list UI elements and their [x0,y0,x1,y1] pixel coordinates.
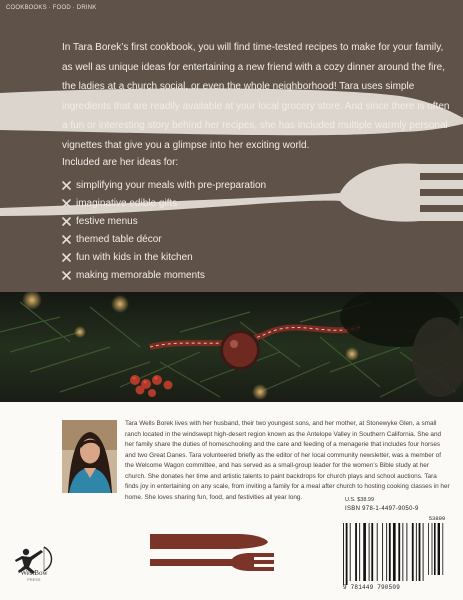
barcode-bar [346,523,348,585]
barcode-bar [386,523,387,581]
barcode-addon: 53899 [428,515,446,522]
barcode-bar [416,523,417,581]
book-description: In Tara Borek’s first cookbook, you will find time-tested recipes to make for your family, as well as unique ideas for entertaining a new friend with a cozy dinner around the fire, the ladies at a church social, or even the whole neighborhood! Tara uses simple ingredients that are readily available at your local grocery store. And since there is often a fun or interesting story behind her recipes, she has included multiple warmly personal vignettes that give you a glimpse into her exciting world. [62,42,450,151]
ideas-list [62,176,266,284]
barcode-bar [398,523,400,581]
barcode-bar [412,523,414,581]
isbn-label: ISBN 978-1-4497-9050-9 [345,506,419,512]
knife-shape [150,534,268,549]
ideas-intro: Included are her ideas for: [62,157,179,168]
idea-text: simplifying your meals with pre-preparation [76,179,267,191]
barcode-bar [393,523,396,581]
crossed-fork-knife-icon [62,181,71,190]
list-item [62,194,266,212]
barcode-bar [423,523,424,581]
category-label: COOKBOOKS · FOOD · DRINK [6,5,97,11]
idea-text: imaginative edible gifts [76,197,178,209]
barcode-addon-bar [434,523,436,575]
knife-fork-motif [150,528,310,574]
author-photo [62,420,117,493]
crossed-fork-knife-icon [62,271,71,280]
barcode-bar [363,523,366,581]
publisher-tagline: PRESS [27,578,41,582]
author-bio: Tara Wells Borek lives with her husband, their two youngest sons, and her mother, at Stonewyke Glen, a small ranch located in the windswept high-desert region known as the Antelope Valley in Southern California. She and her family share the duties of homeschooling and the care and feeding of a menagerie that includes four horses and two Great Danes. Tara volunteered briefly as the editor of her local community newsletter, was a member of the Welcome Wagon committee, and has served as a small-group leader for the women’s Bible study at her church. She donates her time and artistic talents to paint backdrops for church plays and school auctions. Tara finds joy in entertaining on any scale, from inviting a family for a meal after church to hosting cooking classes in her home. She loves sharing fun, food, and festivities all year long. [125,420,450,501]
barcode-addon-bar [442,523,443,575]
barcode-bar [359,523,360,581]
price-label: U.S. $38.99 [345,497,375,503]
list-item [62,176,266,194]
barcode-bar [406,523,407,581]
list-item [62,266,266,284]
list-item [62,230,266,248]
isbn-barcode [340,513,450,591]
idea-text: making memorable moments [76,269,205,281]
crossed-fork-knife-icon [62,253,71,262]
barcode-addon-bar [428,523,429,575]
barcode-bar [382,523,383,581]
crossed-fork-knife-icon [62,217,71,226]
barcode-addon-bar [432,523,433,575]
crossed-fork-knife-icon [62,235,71,244]
publisher-name: WestBow [20,569,48,577]
barcode-bar [402,523,403,581]
idea-text: festive menus [76,215,138,227]
barcode-bar [377,523,378,581]
fork-shape [150,553,274,571]
holiday-table-photo [0,292,463,402]
crossed-fork-knife-icon [62,199,71,208]
list-item [62,248,266,266]
list-item [62,212,266,230]
barcode-bar [419,523,421,581]
barcode-bar [350,523,351,581]
idea-text: themed table décor [76,233,162,245]
idea-text: fun with kids in the kitchen [76,251,193,263]
barcode-bar [369,523,370,581]
isbn-digits: 9 781449 790509 [343,584,401,591]
barcode-bar [371,523,373,581]
barcode-addon-bar [438,523,440,575]
barcode-bar [343,523,344,585]
barcode-bar [355,523,357,581]
barcode-bar [389,523,391,581]
